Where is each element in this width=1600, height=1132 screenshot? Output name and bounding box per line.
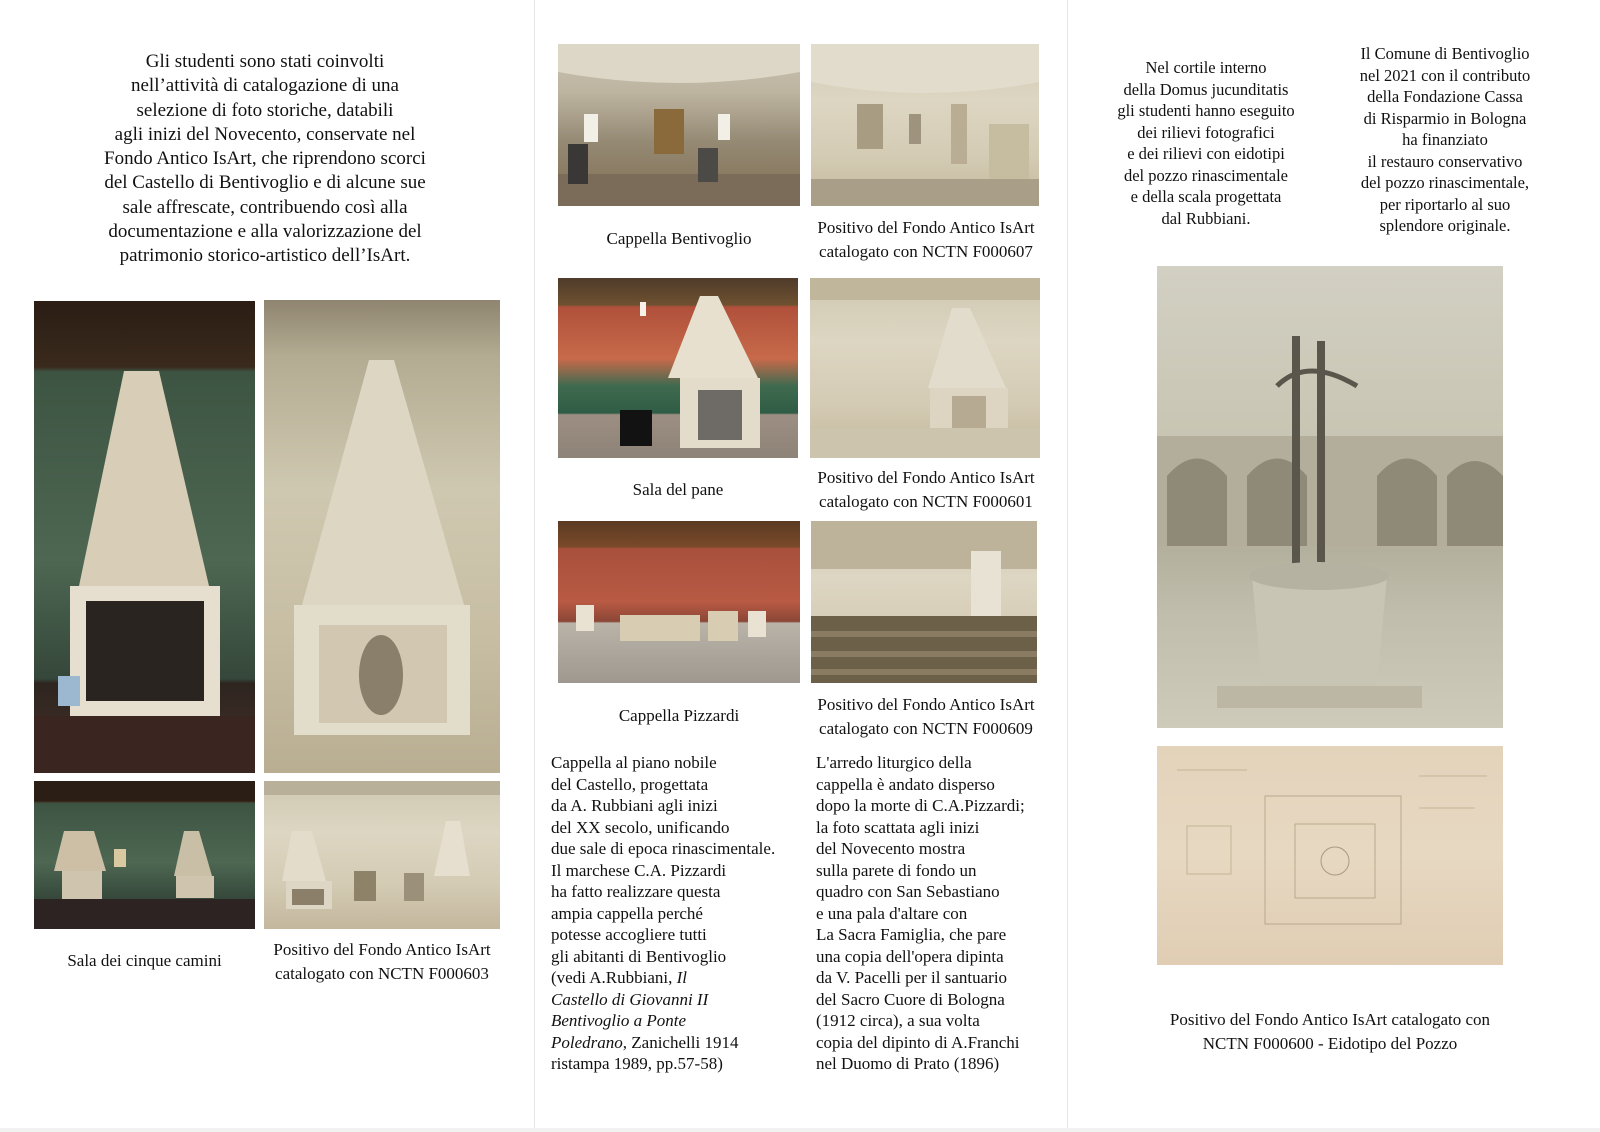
caption-cappella-bentivoglio: Cappella Bentivoglio <box>606 229 752 248</box>
photo-cappella-pizzardi <box>558 521 800 683</box>
text-cappella-description <box>551 752 813 1075</box>
text-cappella-part1: Cappella al piano nobile del Castello, progettata da A. Rubbiani agli inizi del XX secolo, unificando due sale di epoca rinascimentale. Il marchese C.A. Pizzardi ha fatto realizzare questa ampia cappella perché potesse accogliere tutti gli abitanti di Bentivoglio (vedi A.Rubbiani, <box>551 753 776 987</box>
caption-positivo-f000600: Positivo del Fondo Antico IsArt catalogato con NCTN F000600 - Eidotipo del Pozzo <box>1169 1010 1491 1053</box>
drawing-eidotipo-pozzo <box>1157 746 1503 965</box>
text-comune-bentivoglio: Il Comune di Bentivoglio nel 2021 con il contributo della Fondazione Cassa di Risparmio in Bologna ha finanziato il restauro conservativo del pozzo rinascimentale, per riportarlo al suo splendore originale. <box>1359 44 1531 235</box>
photo-positivo-f000603-wide <box>264 781 500 929</box>
column-divider-1 <box>534 0 535 1132</box>
caption-cappella-pizzardi: Cappella Pizzardi <box>618 706 740 725</box>
caption-positivo-f000603: Positivo del Fondo Antico IsArt catalogato con NCTN F000603 <box>273 940 491 983</box>
caption-positivo-f000607: Positivo del Fondo Antico IsArt catalogato con NCTN F000607 <box>817 218 1035 261</box>
caption-positivo-f000609: Positivo del Fondo Antico IsArt catalogato con NCTN F000609 <box>817 695 1035 738</box>
caption-positivo-f000601: Positivo del Fondo Antico IsArt catalogato con NCTN F000601 <box>817 468 1035 511</box>
text-arredo-liturgico: L'arredo liturgico della cappella è andato disperso dopo la morte di C.A.Pizzardi; la foto scattata agli inizi del Novecento mostra sulla parete di fondo un quadro con San Sebastiano e una pala d'altare con La Sacra Famiglia, che pare una copia dell'opera dipinta da V. Pacelli per il santuario del Sacro Cuore di Bologna (1912 circa), a sua volta copia del dipinto di A.Franchi nel Duomo di Prato (1896) <box>816 753 1025 1073</box>
photo-positivo-f000603-fireplace <box>264 300 500 773</box>
intro-text: Gli studenti sono stati coinvolti nell’attività di catalogazione di una selezione di foto storiche, databili agli inizi del Novecento, conservate nel Fondo Antico IsArt, che riprendono scorci del Castello di Bentivoglio e di alcune sue sale affrescate, contribuendo così alla documentazione e alla valorizzazione del patrimonio storico-artistico dell’IsArt. <box>104 51 426 267</box>
photo-sala-del-pane <box>558 278 798 458</box>
text-cappella-book-title: Il Castello di Giovanni II Bentivoglio a Ponte Poledrano <box>551 968 709 1052</box>
photo-positivo-f000607 <box>811 44 1039 206</box>
photo-positivo-f000601 <box>810 278 1040 458</box>
text-cappella-part2: , Zanichelli 1914 ristampa 1989, pp.57-58) <box>551 1032 739 1073</box>
column-divider-2 <box>1067 0 1068 1132</box>
text-cortile-interno: Nel cortile interno della Domus jucunditatis gli studenti hanno eseguito dei rilievi fotografici e dei rilievi con eidotipi del pozzo rinascimentale e della scala progettata dal Rubbiani. <box>1117 58 1295 228</box>
photo-sala-cinque-camini-fireplace <box>34 301 255 773</box>
caption-sala-del-pane: Sala del pane <box>632 480 724 499</box>
photo-positivo-f000600-pozzo <box>1157 266 1503 728</box>
photo-sala-cinque-camini-wide <box>34 781 255 929</box>
photo-cappella-bentivoglio <box>558 44 800 206</box>
caption-sala-cinque-camini: Sala dei cinque camini <box>67 951 222 970</box>
photo-positivo-f000609 <box>811 521 1037 683</box>
bottom-rule <box>0 1128 1600 1132</box>
